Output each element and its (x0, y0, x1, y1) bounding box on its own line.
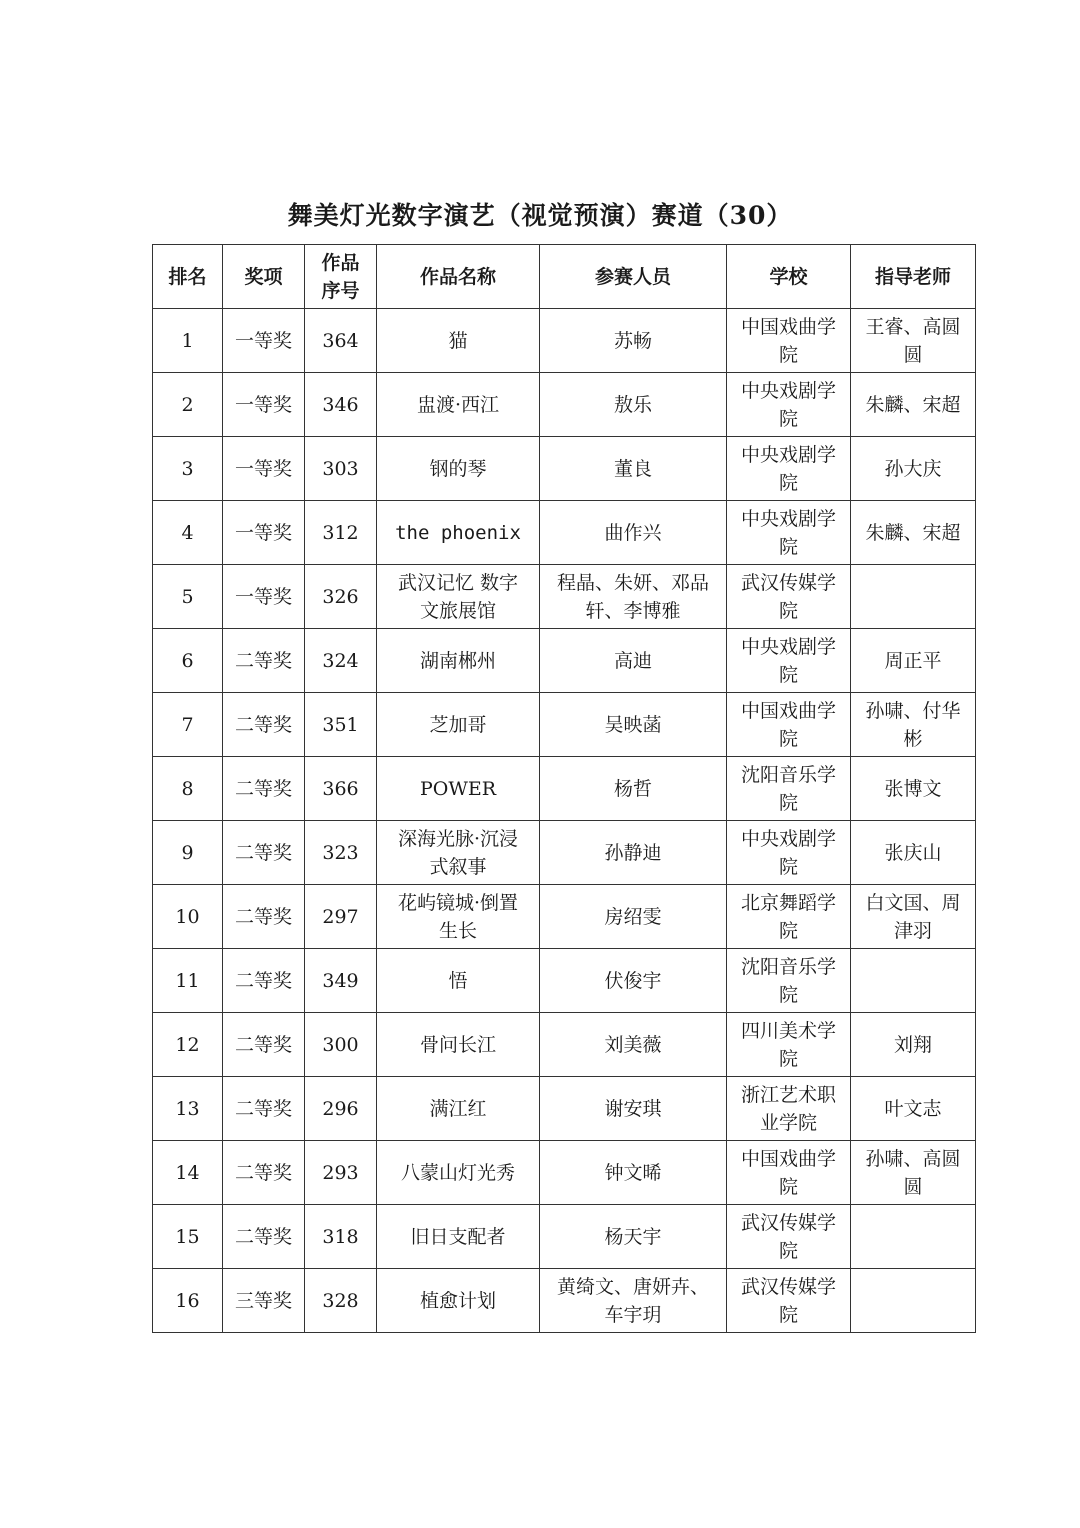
cell-participants: 董良 (540, 437, 727, 501)
cell-work: 盅渡·西江 (377, 373, 540, 437)
cell-award: 二等奖 (223, 885, 305, 949)
cell-award: 一等奖 (223, 309, 305, 373)
cell-school: 浙江艺术职 业学院 (727, 1077, 851, 1141)
cell-school: 北京舞蹈学 院 (727, 885, 851, 949)
table-row (153, 1077, 976, 1141)
table-row (153, 949, 976, 1013)
table-row (153, 565, 976, 629)
cell-work: 猫 (377, 309, 540, 373)
cell-advisor: 孙啸、付华 彬 (851, 693, 976, 757)
cell-participants: 刘美薇 (540, 1013, 727, 1077)
table-row (153, 501, 976, 565)
cell-participants: 钟文晞 (540, 1141, 727, 1205)
cell-award: 一等奖 (223, 373, 305, 437)
table-row (153, 693, 976, 757)
cell-school: 武汉传媒学 院 (727, 1269, 851, 1333)
cell-number: 323 (305, 821, 377, 885)
cell-participants: 房绍雯 (540, 885, 727, 949)
cell-participants: 黄绮文、唐妍卉、 车宇玥 (540, 1269, 727, 1333)
table-row (153, 1141, 976, 1205)
table-header-row (153, 245, 976, 309)
cell-school: 沈阳音乐学 院 (727, 757, 851, 821)
cell-advisor: 朱麟、宋超 (851, 373, 976, 437)
cell-advisor: 刘翔 (851, 1013, 976, 1077)
cell-work: the phoenix (377, 501, 540, 565)
cell-number: 296 (305, 1077, 377, 1141)
cell-advisor: 张庆山 (851, 821, 976, 885)
cell-work: 满江红 (377, 1077, 540, 1141)
cell-participants: 吴映菡 (540, 693, 727, 757)
cell-number: 364 (305, 309, 377, 373)
header-school: 学校 (727, 245, 851, 309)
cell-rank: 2 (153, 373, 223, 437)
cell-number: 349 (305, 949, 377, 1013)
cell-work: 深海光脉·沉浸 式叙事 (377, 821, 540, 885)
cell-rank: 13 (153, 1077, 223, 1141)
cell-award: 一等奖 (223, 501, 305, 565)
cell-work: POWER (377, 757, 540, 821)
cell-participants: 杨哲 (540, 757, 727, 821)
cell-school: 沈阳音乐学 院 (727, 949, 851, 1013)
cell-advisor: 白文国、周 津羽 (851, 885, 976, 949)
cell-participants: 曲作兴 (540, 501, 727, 565)
table-row (153, 1205, 976, 1269)
cell-number: 303 (305, 437, 377, 501)
cell-work: 悟 (377, 949, 540, 1013)
cell-school: 中央戏剧学 院 (727, 629, 851, 693)
table-row (153, 309, 976, 373)
cell-rank: 16 (153, 1269, 223, 1333)
cell-advisor: 孙大庆 (851, 437, 976, 501)
table-row (153, 373, 976, 437)
cell-work: 钢的琴 (377, 437, 540, 501)
cell-rank: 1 (153, 309, 223, 373)
cell-award: 二等奖 (223, 629, 305, 693)
cell-number: 366 (305, 757, 377, 821)
cell-rank: 3 (153, 437, 223, 501)
cell-advisor: 张博文 (851, 757, 976, 821)
cell-number: 318 (305, 1205, 377, 1269)
cell-award: 二等奖 (223, 1205, 305, 1269)
cell-number: 351 (305, 693, 377, 757)
cell-number: 328 (305, 1269, 377, 1333)
cell-number: 326 (305, 565, 377, 629)
cell-number: 324 (305, 629, 377, 693)
cell-advisor: 叶文志 (851, 1077, 976, 1141)
table-row (153, 1013, 976, 1077)
cell-advisor: 孙啸、高圆 圆 (851, 1141, 976, 1205)
cell-number: 293 (305, 1141, 377, 1205)
cell-rank: 9 (153, 821, 223, 885)
table-row (153, 821, 976, 885)
header-advisor: 指导老师 (851, 245, 976, 309)
cell-work: 湖南郴州 (377, 629, 540, 693)
cell-award: 二等奖 (223, 821, 305, 885)
cell-advisor (851, 949, 976, 1013)
cell-school: 武汉传媒学 院 (727, 1205, 851, 1269)
table-row (153, 629, 976, 693)
cell-award: 三等奖 (223, 1269, 305, 1333)
cell-participants: 杨天宇 (540, 1205, 727, 1269)
header-work: 作品名称 (377, 245, 540, 309)
header-rank: 排名 (153, 245, 223, 309)
cell-advisor: 王睿、高圆 圆 (851, 309, 976, 373)
cell-work: 骨问长江 (377, 1013, 540, 1077)
cell-school: 四川美术学 院 (727, 1013, 851, 1077)
table-row (153, 757, 976, 821)
cell-award: 二等奖 (223, 757, 305, 821)
cell-school: 中国戏曲学 院 (727, 309, 851, 373)
cell-number: 312 (305, 501, 377, 565)
cell-school: 中国戏曲学 院 (727, 693, 851, 757)
cell-advisor (851, 1205, 976, 1269)
cell-rank: 6 (153, 629, 223, 693)
cell-rank: 10 (153, 885, 223, 949)
table-row (153, 437, 976, 501)
cell-award: 一等奖 (223, 565, 305, 629)
cell-award: 二等奖 (223, 693, 305, 757)
table-body (153, 309, 976, 1333)
header-participants: 参赛人员 (540, 245, 727, 309)
cell-participants: 敖乐 (540, 373, 727, 437)
cell-school: 中央戏剧学 院 (727, 821, 851, 885)
cell-rank: 4 (153, 501, 223, 565)
cell-school: 中央戏剧学 院 (727, 437, 851, 501)
cell-work: 旧日支配者 (377, 1205, 540, 1269)
cell-participants: 谢安琪 (540, 1077, 727, 1141)
cell-participants: 孙静迪 (540, 821, 727, 885)
cell-award: 二等奖 (223, 1141, 305, 1205)
cell-school: 中央戏剧学 院 (727, 373, 851, 437)
cell-number: 297 (305, 885, 377, 949)
header-number: 作品 序号 (305, 245, 377, 309)
table-row (153, 885, 976, 949)
cell-participants: 伏俊宇 (540, 949, 727, 1013)
cell-school: 中国戏曲学 院 (727, 1141, 851, 1205)
cell-work: 芝加哥 (377, 693, 540, 757)
cell-award: 二等奖 (223, 1077, 305, 1141)
cell-number: 346 (305, 373, 377, 437)
cell-award: 二等奖 (223, 949, 305, 1013)
cell-rank: 8 (153, 757, 223, 821)
cell-rank: 5 (153, 565, 223, 629)
header-award: 奖项 (223, 245, 305, 309)
cell-rank: 14 (153, 1141, 223, 1205)
cell-work: 植愈计划 (377, 1269, 540, 1333)
cell-work: 花屿镜城·倒置 生长 (377, 885, 540, 949)
cell-rank: 7 (153, 693, 223, 757)
cell-school: 中央戏剧学 院 (727, 501, 851, 565)
cell-participants: 苏畅 (540, 309, 727, 373)
cell-school: 武汉传媒学 院 (727, 565, 851, 629)
cell-award: 一等奖 (223, 437, 305, 501)
cell-rank: 15 (153, 1205, 223, 1269)
cell-award: 二等奖 (223, 1013, 305, 1077)
cell-rank: 12 (153, 1013, 223, 1077)
page-title: 舞美灯光数字演艺（视觉预演）赛道（30） (287, 201, 793, 230)
cell-rank: 11 (153, 949, 223, 1013)
cell-advisor: 朱麟、宋超 (851, 501, 976, 565)
awards-table (152, 244, 976, 1333)
cell-participants: 高迪 (540, 629, 727, 693)
cell-work: 八蒙山灯光秀 (377, 1141, 540, 1205)
cell-advisor (851, 1269, 976, 1333)
cell-advisor (851, 565, 976, 629)
table-row (153, 1269, 976, 1333)
cell-work: 武汉记忆 数字 文旅展馆 (377, 565, 540, 629)
cell-participants: 程晶、朱妍、邓品 轩、李博雅 (540, 565, 727, 629)
cell-number: 300 (305, 1013, 377, 1077)
cell-advisor: 周正平 (851, 629, 976, 693)
